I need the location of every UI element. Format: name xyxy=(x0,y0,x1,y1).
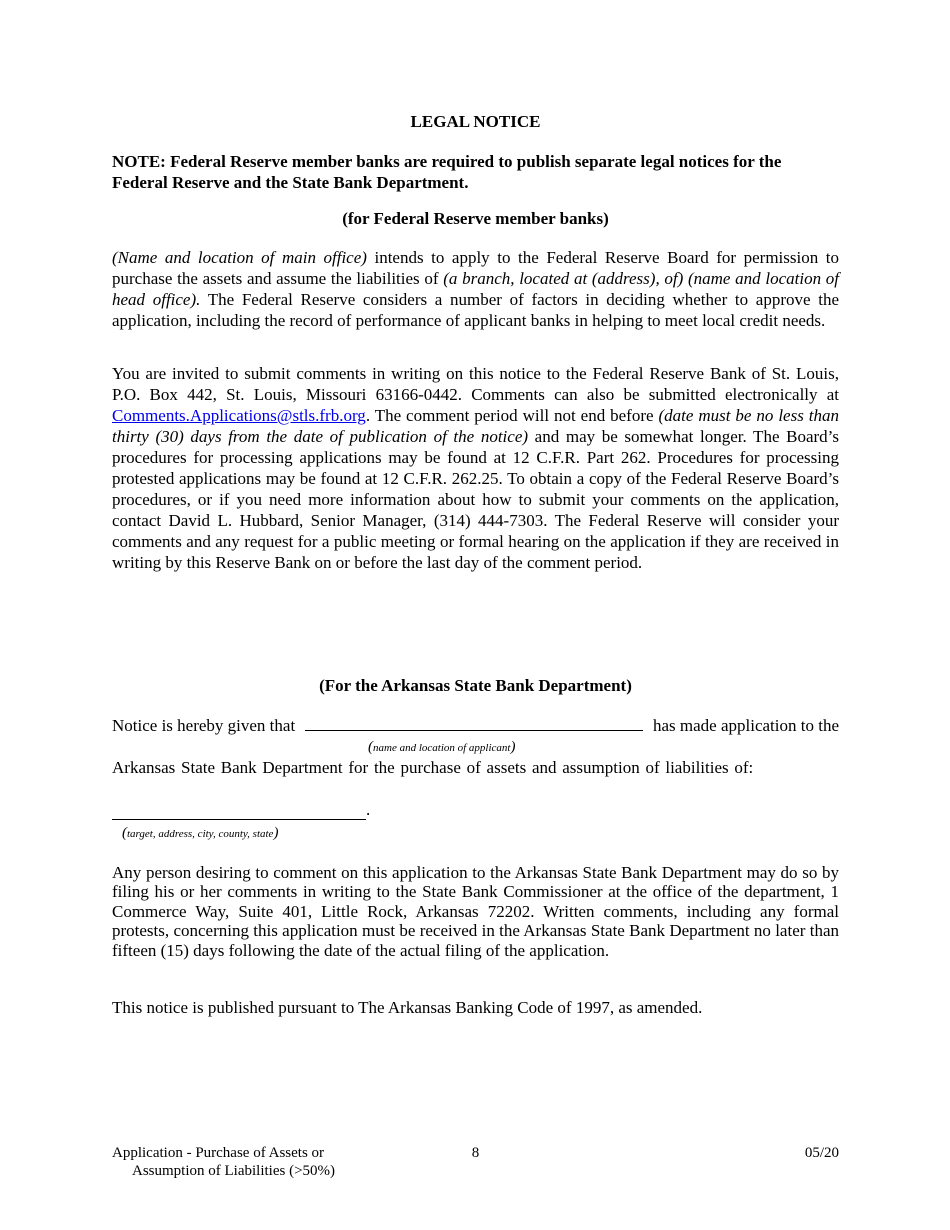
state-paragraph-3: Any person desiring to comment on this application to the Arkansas State Bank Department may do so by filing his or her comments in writing to the State Bank Commissioner at the office of the department, 1 Commerce Way, Suite 401, Little Rock, Arkansas 72202. Written comments, including any formal protests, concerning this application must be received in the Arkansas State Bank Department no later than fifteen (15) days following the date of the actual filing of the application. xyxy=(112,863,839,960)
applicant-caption-text: name and location of applicant xyxy=(373,742,511,754)
fed-p1-text-a: intends to apply to the Federal Reserve Board for permission to purchase the assets and assume the liabilities of xyxy=(112,248,839,288)
fed-section-heading: (for Federal Reserve member banks) xyxy=(342,209,609,228)
comments-email-link[interactable]: Comments.Applications@stls.frb.org xyxy=(112,406,366,425)
fed-p1-text-b: The Federal Reserve considers a number of factors in deciding whether to approve the application, including the record of performance of applicant banks in helping to meet local credit needs. xyxy=(112,290,839,330)
target-period: . xyxy=(366,800,371,819)
fed-p2-text-a: You are invited to submit comments in writing on this notice to the Federal Reserve Bank of St. Louis, P.O. Box 442, St. Louis, Missouri 63166-0442. Comments can also be submitted electronically at xyxy=(112,364,839,404)
fed-p2-text-b: . The comment period will not end before xyxy=(365,406,659,425)
notice-given-text: Notice is hereby given that xyxy=(112,716,296,735)
state-section-heading: (For the Arkansas State Bank Department) xyxy=(319,676,632,695)
fed-p2-text-c: and may be somewhat longer. The Board’s procedures for processing applications may be found at 12 C.F.R. Part 262. Procedures for processing protested applications may be found at 12 C.F.R. 262.25. To obtain a copy of the Federal Reserve Board’s procedures, or if you need more information about how to submit your comments on the application, contact David L. Hubbard, Senior Manager, (314) 444-7303. The Federal Reserve will consider your comments and any request for a public meeting or formal hearing on the application if they are received in writing by this Reserve Bank on or before the last day of the comment period. xyxy=(112,427,840,572)
fed-paragraph-1 xyxy=(112,247,839,331)
target-caption: (target, address, city, county, state) xyxy=(122,825,279,841)
target-line xyxy=(112,799,839,820)
fed-paragraph-2 xyxy=(112,363,839,573)
date-placeholder: (date must be no less than thirty (30) days from the date of publication of the notice) xyxy=(112,406,839,446)
document-page xyxy=(112,0,839,1230)
footer-left-line-2: Assumption of Liabilities (>50%) xyxy=(132,1163,336,1179)
page-number: 8 xyxy=(471,1145,480,1161)
branch-placeholder: (a branch, located at (address), of) (name and location of head office). xyxy=(112,269,839,309)
applicant-line xyxy=(112,715,839,736)
target-blank[interactable] xyxy=(112,803,366,820)
assets-line: Arkansas State Bank Department for the purchase of assets and assumption of liabilities of: xyxy=(112,758,754,777)
applicant-caption: (name and location of applicant) xyxy=(368,739,516,755)
footer-date: 05/20 xyxy=(804,1145,839,1161)
state-paragraph-4: This notice is published pursuant to The Arkansas Banking Code of 1997, as amended. xyxy=(112,998,703,1017)
target-caption-text: target, address, city, county, state xyxy=(127,828,274,840)
main-office-placeholder: (Name and location of main office) xyxy=(112,248,367,267)
footer-left-line-1: Application - Purchase of Assets or xyxy=(112,1145,325,1161)
page-title: LEGAL NOTICE xyxy=(410,112,541,131)
made-application-text: has made application to the xyxy=(653,716,839,735)
note-paragraph: NOTE: Federal Reserve member banks are required to publish separate legal notices for the Federal Reserve and the State Bank Department. xyxy=(112,152,782,192)
applicant-blank[interactable] xyxy=(305,716,643,731)
